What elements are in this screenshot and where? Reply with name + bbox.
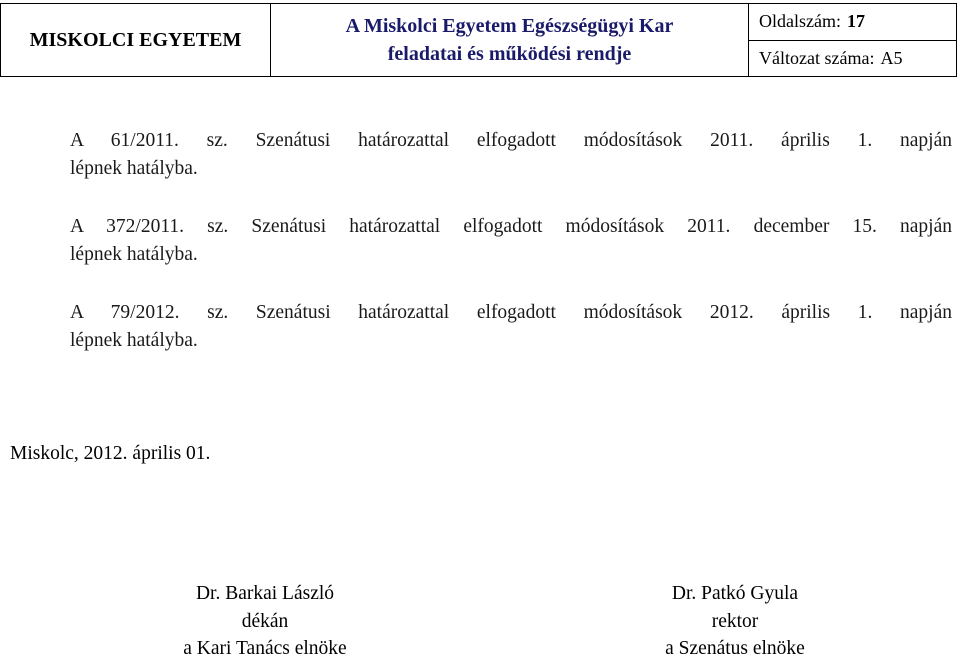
amendment-paragraph-line: A 61/2011. sz. Szenátusi határozattal elfogadott módosítások 2011. április 1. napján (70, 130, 952, 151)
university-name-text: MISKOLCI EGYETEM (29, 28, 242, 51)
amendment-paragraph-line: A 372/2011. sz. Szenátusi határozattal elfogadott módosítások 2011. december 15. napján (70, 216, 952, 237)
document-meta (749, 4, 956, 76)
version-value: A5 (880, 47, 903, 68)
document-header (0, 3, 957, 77)
amendment-paragraph-line: lépnek hatályba. (70, 158, 198, 179)
amendment-paragraph (70, 299, 952, 355)
document-title (271, 4, 749, 76)
signature-block-rector (610, 580, 860, 663)
amendment-paragraph-line: lépnek hatályba. (70, 244, 198, 265)
version-label: Változat száma: (759, 47, 875, 68)
signatory-position: dékán (241, 610, 289, 632)
university-name (1, 4, 271, 76)
place-and-date: Miskolc, 2012. április 01. (10, 443, 211, 464)
amendment-paragraph-line: A 79/2012. sz. Szenátusi határozattal elfogadott módosítások 2012. április 1. napján (70, 302, 952, 323)
signatory-name: Dr. Barkai László (195, 583, 335, 604)
document-title-line2: feladatai és működési rendje (387, 43, 632, 65)
page-number-value: 17 (846, 11, 865, 32)
document-title-line1: A Miskolci Egyetem Egészségügyi Kar (345, 15, 674, 37)
page-number-label: Oldalszám: (759, 11, 841, 32)
page-number-row (749, 4, 956, 41)
signatory-role: a Szenátus elnöke (665, 638, 805, 659)
signatory-name: Dr. Patkó Gyula (671, 583, 799, 604)
version-row (749, 41, 956, 77)
signature-block-dean (140, 580, 390, 663)
amendment-paragraph (70, 213, 952, 269)
signatory-position: rektor (711, 610, 759, 632)
amendment-paragraph (70, 127, 952, 183)
signatory-role: a Kari Tanács elnöke (183, 638, 347, 659)
amendment-paragraph-line: lépnek hatályba. (70, 330, 198, 351)
